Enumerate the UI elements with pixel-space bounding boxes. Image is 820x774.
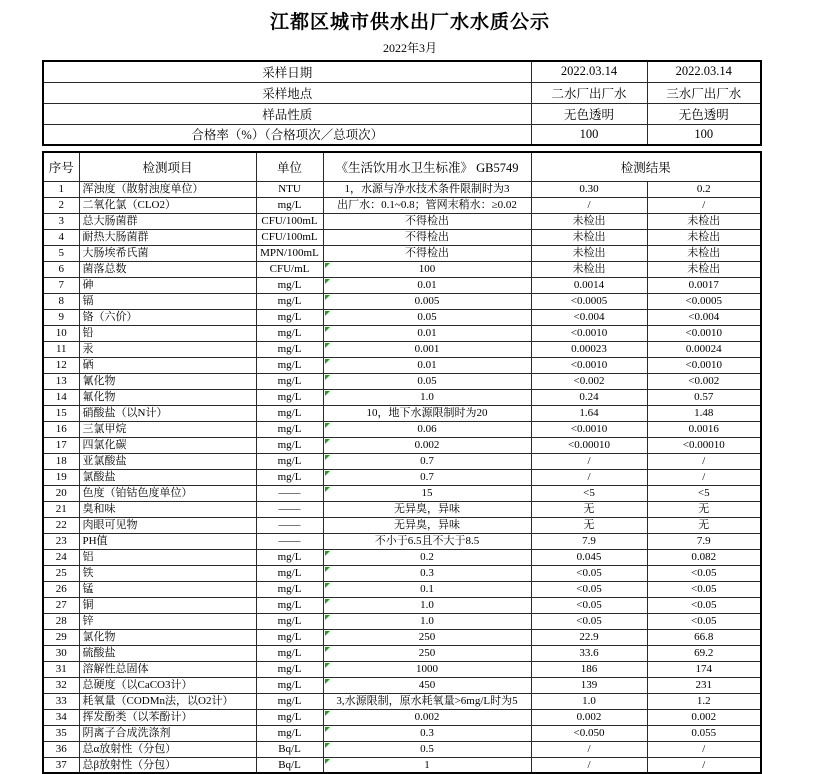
item-name: 硝酸盐（以N计） xyxy=(79,405,256,421)
row-no: 7 xyxy=(43,277,79,293)
row-no: 12 xyxy=(43,357,79,373)
page-title: 江都区城市供水出厂水水质公示 xyxy=(269,12,550,33)
result-row xyxy=(43,613,761,629)
result-row xyxy=(43,261,761,277)
result-plant3: 66.8 xyxy=(647,629,761,645)
row-no: 1 xyxy=(43,181,79,197)
row-no: 30 xyxy=(43,645,79,661)
result-plant3: 0.57 xyxy=(647,389,761,405)
result-plant3: 69.2 xyxy=(647,645,761,661)
result-plant2: <0.050 xyxy=(531,725,647,741)
standard-limit: 1.0 xyxy=(323,389,531,405)
result-plant2: <0.05 xyxy=(531,581,647,597)
standard-limit: 0.06 xyxy=(323,421,531,437)
unit: mg/L xyxy=(256,549,323,565)
result-row xyxy=(43,293,761,309)
result-plant3: / xyxy=(647,757,761,773)
result-plant3: 0.2 xyxy=(647,181,761,197)
result-row xyxy=(43,197,761,213)
row-no: 27 xyxy=(43,597,79,613)
result-plant2: / xyxy=(531,469,647,485)
item-name: 浑浊度（散射浊度单位） xyxy=(79,181,256,197)
unit: mg/L xyxy=(256,629,323,645)
result-plant3: <0.00010 xyxy=(647,437,761,453)
row-no: 17 xyxy=(43,437,79,453)
row-no: 2 xyxy=(43,197,79,213)
result-plant3: <0.05 xyxy=(647,597,761,613)
result-plant3: 未检出 xyxy=(647,261,761,277)
standard-limit: 1.0 xyxy=(323,597,531,613)
unit: mg/L xyxy=(256,373,323,389)
unit: mg/L xyxy=(256,389,323,405)
item-name: 色度（铂钴色度单位） xyxy=(79,485,256,501)
result-row xyxy=(43,581,761,597)
unit: MPN/100mL xyxy=(256,245,323,261)
result-plant2: 未检出 xyxy=(531,229,647,245)
row-no: 28 xyxy=(43,613,79,629)
unit: CFU/100mL xyxy=(256,229,323,245)
row-no: 10 xyxy=(43,325,79,341)
item-name: 砷 xyxy=(79,277,256,293)
row-no: 16 xyxy=(43,421,79,437)
unit: —— xyxy=(256,485,323,501)
standard-limit: 0.01 xyxy=(323,325,531,341)
info-value-plant3: 无色透明 xyxy=(647,103,761,124)
row-no: 20 xyxy=(43,485,79,501)
standard-limit: 无异臭，异味 xyxy=(323,501,531,517)
result-plant2: <0.00010 xyxy=(531,437,647,453)
result-plant3: 无 xyxy=(647,501,761,517)
standard-limit: 450 xyxy=(323,677,531,693)
result-plant3: 1.2 xyxy=(647,693,761,709)
unit: mg/L xyxy=(256,421,323,437)
row-no: 33 xyxy=(43,693,79,709)
result-plant3: <0.002 xyxy=(647,373,761,389)
item-name: 二氧化氯（CLO2） xyxy=(79,197,256,213)
standard-limit: 0.3 xyxy=(323,725,531,741)
row-no: 6 xyxy=(43,261,79,277)
standard-limit: 0.5 xyxy=(323,741,531,757)
result-plant3: / xyxy=(647,197,761,213)
row-no: 19 xyxy=(43,469,79,485)
unit: CFU/mL xyxy=(256,261,323,277)
result-row xyxy=(43,213,761,229)
standard-limit: 10，地下水源限制时为20 xyxy=(323,405,531,421)
row-no: 13 xyxy=(43,373,79,389)
item-name: 大肠埃希氏菌 xyxy=(79,245,256,261)
result-plant2: 未检出 xyxy=(531,261,647,277)
result-plant2: <0.0010 xyxy=(531,421,647,437)
result-plant2: <0.05 xyxy=(531,565,647,581)
result-plant3: 231 xyxy=(647,677,761,693)
result-plant3: 7.9 xyxy=(647,533,761,549)
standard-limit: 0.1 xyxy=(323,581,531,597)
unit: mg/L xyxy=(256,277,323,293)
item-name: 肉眼可见物 xyxy=(79,517,256,533)
unit: mg/L xyxy=(256,341,323,357)
result-row xyxy=(43,277,761,293)
result-plant3: 0.055 xyxy=(647,725,761,741)
header-no: 序号 xyxy=(43,152,79,181)
item-name: 总硬度（以CaCO3计） xyxy=(79,677,256,693)
row-no: 31 xyxy=(43,661,79,677)
unit: mg/L xyxy=(256,469,323,485)
result-plant2: 0.0014 xyxy=(531,277,647,293)
unit: mg/L xyxy=(256,405,323,421)
item-name: 氯酸盐 xyxy=(79,469,256,485)
results-header-row xyxy=(43,152,761,181)
unit: mg/L xyxy=(256,293,323,309)
result-plant2: 未检出 xyxy=(531,213,647,229)
item-name: 铅 xyxy=(79,325,256,341)
unit: mg/L xyxy=(256,693,323,709)
info-value-plant2: 无色透明 xyxy=(531,103,647,124)
results-table-body xyxy=(43,181,761,773)
result-plant2: <0.05 xyxy=(531,597,647,613)
info-value-plant2: 2022.03.14 xyxy=(531,61,647,82)
row-no: 14 xyxy=(43,389,79,405)
row-no: 11 xyxy=(43,341,79,357)
result-row xyxy=(43,437,761,453)
row-no: 37 xyxy=(43,757,79,773)
standard-limit: 不得检出 xyxy=(323,229,531,245)
result-plant2: / xyxy=(531,197,647,213)
result-plant3: <0.05 xyxy=(647,581,761,597)
unit: —— xyxy=(256,533,323,549)
result-plant3: <0.0005 xyxy=(647,293,761,309)
result-row xyxy=(43,309,761,325)
item-name: 耐热大肠菌群 xyxy=(79,229,256,245)
result-row xyxy=(43,485,761,501)
info-value-plant3: 2022.03.14 xyxy=(647,61,761,82)
item-name: 亚氯酸盐 xyxy=(79,453,256,469)
result-plant3: / xyxy=(647,469,761,485)
item-name: 氰化物 xyxy=(79,373,256,389)
result-plant2: <0.05 xyxy=(531,613,647,629)
result-plant2: 无 xyxy=(531,501,647,517)
info-label: 采样日期 xyxy=(43,61,531,82)
unit: mg/L xyxy=(256,565,323,581)
unit: mg/L xyxy=(256,309,323,325)
unit: mg/L xyxy=(256,581,323,597)
item-name: 铝 xyxy=(79,549,256,565)
result-plant3: <0.0010 xyxy=(647,325,761,341)
result-row xyxy=(43,693,761,709)
standard-limit: 0.001 xyxy=(323,341,531,357)
row-no: 24 xyxy=(43,549,79,565)
row-no: 25 xyxy=(43,565,79,581)
standard-limit: 1.0 xyxy=(323,613,531,629)
item-name: 阴离子合成洗涤剂 xyxy=(79,725,256,741)
item-name: 臭和味 xyxy=(79,501,256,517)
unit: Bq/L xyxy=(256,741,323,757)
unit: mg/L xyxy=(256,725,323,741)
result-row xyxy=(43,229,761,245)
result-row xyxy=(43,741,761,757)
item-name: 氟化物 xyxy=(79,389,256,405)
item-name: 总大肠菌群 xyxy=(79,213,256,229)
header-item: 检测项目 xyxy=(79,152,256,181)
item-name: 总β放射性（分包） xyxy=(79,757,256,773)
item-name: 锰 xyxy=(79,581,256,597)
unit: mg/L xyxy=(256,597,323,613)
item-name: 镉 xyxy=(79,293,256,309)
standard-limit: 1，水源与净水技术条件限制时为3 xyxy=(323,181,531,197)
item-name: 耗氧量（CODMn法，以O2计） xyxy=(79,693,256,709)
unit: CFU/100mL xyxy=(256,213,323,229)
row-no: 5 xyxy=(43,245,79,261)
row-no: 8 xyxy=(43,293,79,309)
standard-limit: 0.005 xyxy=(323,293,531,309)
result-row xyxy=(43,709,761,725)
unit: —— xyxy=(256,501,323,517)
row-no: 26 xyxy=(43,581,79,597)
item-name: PH值 xyxy=(79,533,256,549)
result-plant3: 0.00024 xyxy=(647,341,761,357)
info-label: 样品性质 xyxy=(43,103,531,124)
item-name: 硫酸盐 xyxy=(79,645,256,661)
unit: mg/L xyxy=(256,357,323,373)
result-plant3: 0.002 xyxy=(647,709,761,725)
item-name: 总α放射性（分包） xyxy=(79,741,256,757)
result-plant3: / xyxy=(647,741,761,757)
page-subtitle: 2022年3月 xyxy=(382,41,437,55)
unit: mg/L xyxy=(256,677,323,693)
item-name: 铜 xyxy=(79,597,256,613)
row-no: 18 xyxy=(43,453,79,469)
result-plant2: <0.0010 xyxy=(531,357,647,373)
standard-limit: 0.2 xyxy=(323,549,531,565)
unit: mg/L xyxy=(256,453,323,469)
result-row xyxy=(43,677,761,693)
header-standard: 《生活饮用水卫生标准》 GB5749 xyxy=(323,152,531,181)
result-plant2: <0.0010 xyxy=(531,325,647,341)
result-plant3: <0.0010 xyxy=(647,357,761,373)
result-row xyxy=(43,501,761,517)
result-plant2: <5 xyxy=(531,485,647,501)
result-row xyxy=(43,629,761,645)
result-plant2: / xyxy=(531,741,647,757)
result-plant2: 22.9 xyxy=(531,629,647,645)
result-row xyxy=(43,533,761,549)
result-row xyxy=(43,597,761,613)
standard-limit: 15 xyxy=(323,485,531,501)
standard-limit: 不得检出 xyxy=(323,213,531,229)
result-row xyxy=(43,341,761,357)
result-row xyxy=(43,661,761,677)
result-plant3: 0.0017 xyxy=(647,277,761,293)
result-plant2: <0.0005 xyxy=(531,293,647,309)
standard-limit: 1 xyxy=(323,757,531,773)
unit: mg/L xyxy=(256,645,323,661)
row-no: 3 xyxy=(43,213,79,229)
unit: mg/L xyxy=(256,325,323,341)
result-plant2: 无 xyxy=(531,517,647,533)
result-row xyxy=(43,757,761,773)
result-plant2: / xyxy=(531,757,647,773)
result-plant3: <5 xyxy=(647,485,761,501)
row-no: 23 xyxy=(43,533,79,549)
standard-limit: 不小于6.5且不大于8.5 xyxy=(323,533,531,549)
result-plant2: 0.30 xyxy=(531,181,647,197)
result-row xyxy=(43,725,761,741)
item-name: 铁 xyxy=(79,565,256,581)
standard-limit: 0.002 xyxy=(323,709,531,725)
standard-limit: 0.7 xyxy=(323,469,531,485)
info-row xyxy=(43,103,761,124)
result-plant2: 0.00023 xyxy=(531,341,647,357)
result-plant2: <0.002 xyxy=(531,373,647,389)
result-plant2: 0.24 xyxy=(531,389,647,405)
result-row xyxy=(43,373,761,389)
item-name: 三氯甲烷 xyxy=(79,421,256,437)
row-no: 4 xyxy=(43,229,79,245)
result-plant3: <0.004 xyxy=(647,309,761,325)
result-row xyxy=(43,549,761,565)
row-no: 32 xyxy=(43,677,79,693)
unit: NTU xyxy=(256,181,323,197)
item-name: 溶解性总固体 xyxy=(79,661,256,677)
result-row xyxy=(43,517,761,533)
result-plant2: 1.64 xyxy=(531,405,647,421)
header-result: 检测结果 xyxy=(531,152,761,181)
result-plant3: 未检出 xyxy=(647,229,761,245)
standard-limit: 250 xyxy=(323,645,531,661)
unit: mg/L xyxy=(256,709,323,725)
standard-limit: 100 xyxy=(323,261,531,277)
row-no: 29 xyxy=(43,629,79,645)
result-plant2: 33.6 xyxy=(531,645,647,661)
info-table-body xyxy=(43,61,761,145)
info-label: 采样地点 xyxy=(43,82,531,103)
row-no: 35 xyxy=(43,725,79,741)
result-row xyxy=(43,645,761,661)
item-name: 挥发酚类（以苯酚计） xyxy=(79,709,256,725)
item-name: 四氯化碳 xyxy=(79,437,256,453)
row-no: 36 xyxy=(43,741,79,757)
result-plant2: <0.004 xyxy=(531,309,647,325)
info-value-plant3: 三水厂出厂水 xyxy=(647,82,761,103)
standard-limit: 不得检出 xyxy=(323,245,531,261)
standard-limit: 0.01 xyxy=(323,277,531,293)
result-plant3: 174 xyxy=(647,661,761,677)
info-value-plant2: 二水厂出厂水 xyxy=(531,82,647,103)
unit: Bq/L xyxy=(256,757,323,773)
standard-limit: 0.7 xyxy=(323,453,531,469)
unit: mg/L xyxy=(256,613,323,629)
row-no: 34 xyxy=(43,709,79,725)
row-no: 21 xyxy=(43,501,79,517)
unit: mg/L xyxy=(256,197,323,213)
result-plant3: 未检出 xyxy=(647,213,761,229)
result-plant2: 未检出 xyxy=(531,245,647,261)
standard-limit: 0.01 xyxy=(323,357,531,373)
result-row xyxy=(43,565,761,581)
standard-limit: 1000 xyxy=(323,661,531,677)
standard-limit: 3,水源限制，原水耗氧量>6mg/L时为5 xyxy=(323,693,531,709)
row-no: 9 xyxy=(43,309,79,325)
item-name: 铬（六价） xyxy=(79,309,256,325)
standard-limit: 0.3 xyxy=(323,565,531,581)
result-plant2: 0.002 xyxy=(531,709,647,725)
result-row xyxy=(43,357,761,373)
item-name: 锌 xyxy=(79,613,256,629)
row-no: 22 xyxy=(43,517,79,533)
item-name: 硒 xyxy=(79,357,256,373)
standard-limit: 0.002 xyxy=(323,437,531,453)
standard-limit: 0.05 xyxy=(323,309,531,325)
info-label: 合格率（%）（合格项次／总项次） xyxy=(43,124,531,145)
sampling-info-table xyxy=(42,60,762,146)
standard-limit: 250 xyxy=(323,629,531,645)
result-plant2: 139 xyxy=(531,677,647,693)
header-unit: 单位 xyxy=(256,152,323,181)
result-plant2: 186 xyxy=(531,661,647,677)
result-plant3: 未检出 xyxy=(647,245,761,261)
standard-limit: 0.05 xyxy=(323,373,531,389)
result-row xyxy=(43,245,761,261)
result-row xyxy=(43,453,761,469)
info-value-plant3: 100 xyxy=(647,124,761,145)
standard-limit: 无异臭，异味 xyxy=(323,517,531,533)
result-plant3: <0.05 xyxy=(647,613,761,629)
water-quality-results-table xyxy=(42,151,762,774)
row-no: 15 xyxy=(43,405,79,421)
result-plant3: 1.48 xyxy=(647,405,761,421)
result-plant3: 0.0016 xyxy=(647,421,761,437)
item-name: 菌落总数 xyxy=(79,261,256,277)
result-row xyxy=(43,469,761,485)
result-row xyxy=(43,405,761,421)
standard-limit: 出厂水：0.1~0.8；管网末稍水：≥0.02 xyxy=(323,197,531,213)
info-row xyxy=(43,124,761,145)
item-name: 汞 xyxy=(79,341,256,357)
unit: mg/L xyxy=(256,437,323,453)
info-row xyxy=(43,82,761,103)
result-plant2: 1.0 xyxy=(531,693,647,709)
result-row xyxy=(43,389,761,405)
result-plant2: 0.045 xyxy=(531,549,647,565)
info-value-plant2: 100 xyxy=(531,124,647,145)
result-plant2: / xyxy=(531,453,647,469)
result-plant3: 0.082 xyxy=(647,549,761,565)
result-row xyxy=(43,325,761,341)
unit: —— xyxy=(256,517,323,533)
result-plant2: 7.9 xyxy=(531,533,647,549)
result-plant3: 无 xyxy=(647,517,761,533)
unit: mg/L xyxy=(256,661,323,677)
item-name: 氯化物 xyxy=(79,629,256,645)
result-row xyxy=(43,421,761,437)
result-row xyxy=(43,181,761,197)
result-plant3: / xyxy=(647,453,761,469)
result-plant3: <0.05 xyxy=(647,565,761,581)
info-row xyxy=(43,61,761,82)
